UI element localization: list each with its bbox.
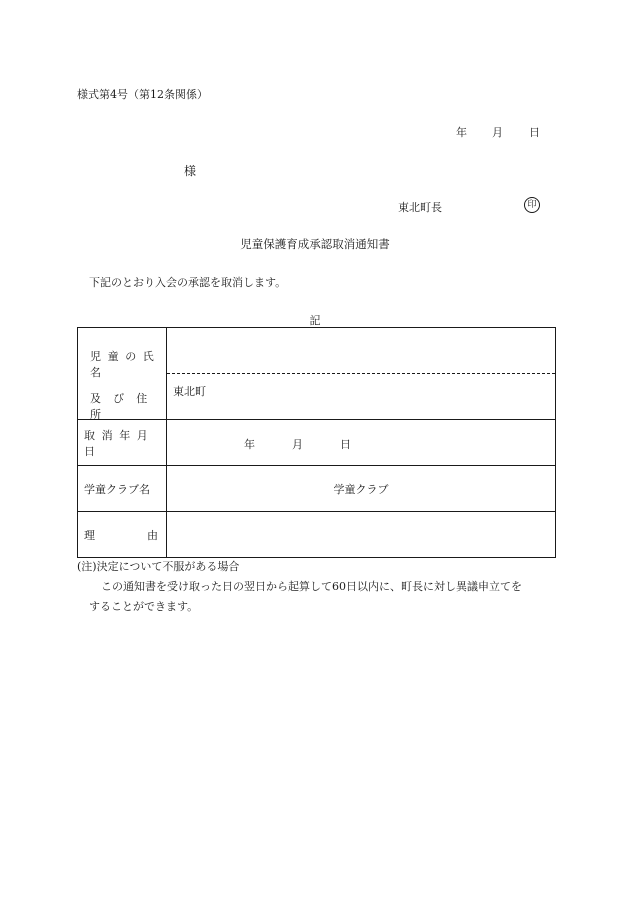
club-label: 学童クラブ名 [84, 482, 150, 496]
child-name-label: 児童の氏名 [90, 350, 161, 379]
form-number: 様式第4号（第12条関係） [77, 88, 208, 101]
note-title: (注)決定について不服がある場合 [77, 560, 240, 573]
reason-label-left: 理 [84, 528, 95, 542]
name-address-value-cell [167, 328, 556, 420]
cancel-date-label: 取消年月日 [84, 428, 155, 458]
club-label-cell [78, 466, 167, 512]
table-row-cancel-date [78, 420, 556, 466]
table-row-name-address [78, 328, 556, 420]
name-address-label-cell [78, 328, 167, 420]
note-line-1: この通知書を受け取った日の翌日から起算して60日以内に、町長に対し異議申立てを [101, 580, 522, 593]
reason-label-right: 由 [147, 528, 158, 542]
club-value-cell [167, 466, 556, 512]
address-value: 東北町 [173, 385, 206, 398]
club-value: 学童クラブ [333, 482, 389, 496]
address-label: 及び住所 [90, 392, 160, 421]
notice-table [77, 327, 556, 558]
cancel-date-label-cell [78, 420, 167, 466]
issuer-name: 東北町長 [398, 201, 442, 214]
cancel-date-year: 年 [244, 438, 255, 451]
reason-value-cell [167, 512, 556, 558]
intro-text: 下記のとおり入会の承認を取消します。 [89, 276, 287, 289]
cancel-date-month: 月 [292, 438, 303, 451]
date-day-label: 日 [529, 126, 540, 139]
reason-label-cell [78, 512, 167, 558]
note-line-2: することができます。 [89, 600, 199, 613]
addressee-suffix: 様 [184, 164, 197, 178]
seal-icon: 印 [524, 197, 540, 213]
table-row-club [78, 466, 556, 512]
table-row-reason [78, 512, 556, 558]
ki-heading: 記 [309, 314, 321, 327]
date-year-label: 年 [456, 126, 467, 139]
dashed-divider [167, 373, 555, 374]
cancel-date-value-cell [167, 420, 556, 466]
document-title: 児童保護育成承認取消通知書 [240, 237, 390, 251]
cancel-date-day: 日 [340, 438, 351, 451]
date-month-label: 月 [492, 126, 503, 139]
